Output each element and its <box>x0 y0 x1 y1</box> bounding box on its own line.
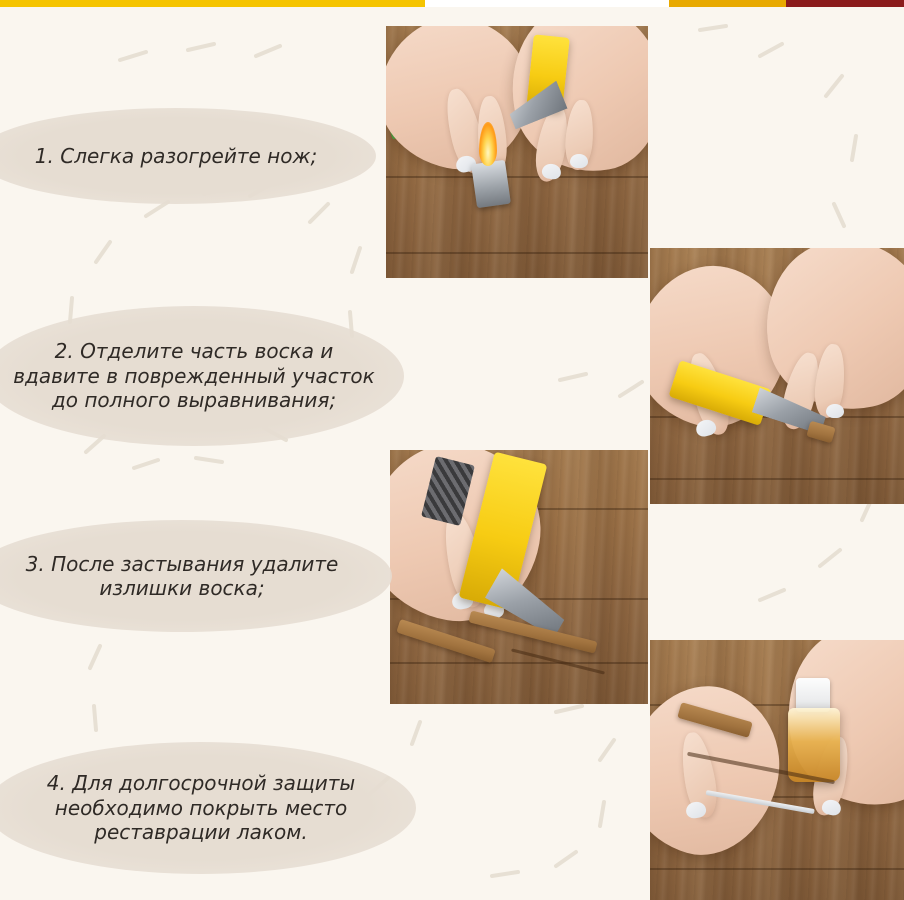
step-1-photo <box>386 26 648 278</box>
fingernail <box>570 154 588 168</box>
step-1-caption <box>0 108 376 204</box>
topbar-segment-dark-red <box>786 0 904 7</box>
lacquer-bottle <box>788 708 840 782</box>
topbar-segment-white <box>425 0 669 7</box>
step-4-photo <box>650 640 904 900</box>
topbar-segment-yellow <box>0 0 425 7</box>
step-4-caption-text: 4. Для долгосрочной защиты необходимо покрыть место реставрации лаком. <box>46 771 356 845</box>
lighter <box>471 160 511 208</box>
step-2-caption-text: 2. Отделите часть воска и вдавите в поврежденный участок до полного выравнивания; <box>13 339 375 413</box>
top-color-bar <box>0 0 904 7</box>
step-4-caption <box>0 742 416 874</box>
topbar-segment-gold <box>669 0 787 7</box>
bottle-cap <box>796 678 830 712</box>
step-3-photo <box>390 450 648 704</box>
step-3-caption-text: 3. После застывания удалите излишки воска; <box>25 551 339 600</box>
step-2-photo <box>650 248 904 504</box>
fingernail <box>826 404 844 418</box>
step-1-caption-text: 1. Слегка разогрейте нож; <box>34 143 318 168</box>
step-2-caption <box>0 306 404 446</box>
step-3-caption <box>0 520 392 632</box>
